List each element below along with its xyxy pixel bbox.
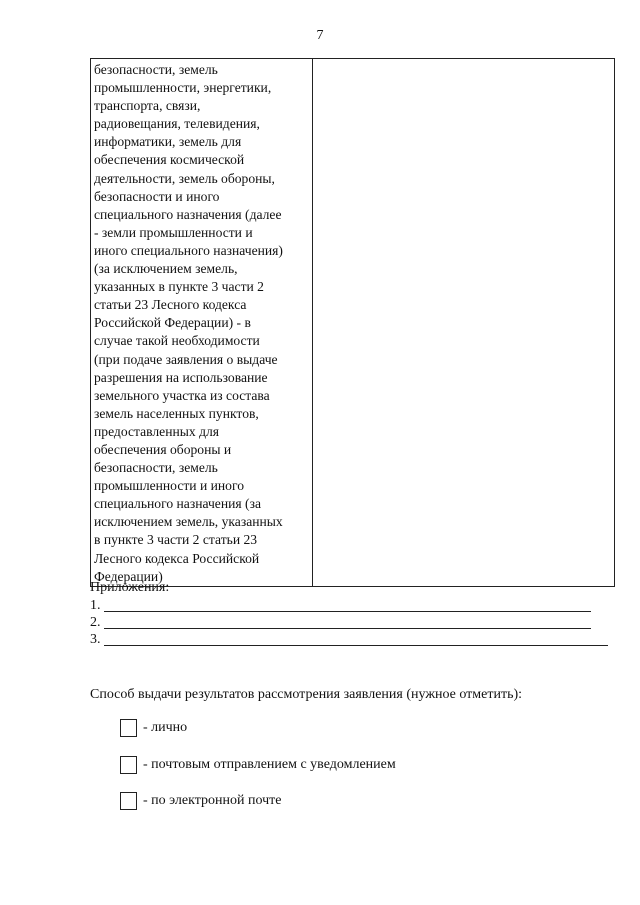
attachment-row-2[interactable]: [90, 615, 169, 632]
attachment-blank-line[interactable]: [104, 611, 591, 612]
delivery-option-in-person[interactable]: [120, 719, 187, 737]
cell-text-line: Лесного кодекса Российской: [94, 550, 260, 566]
attachment-number: 3.: [90, 632, 101, 647]
attachments-section: [90, 580, 169, 649]
cell-text-line: случае такой необходимости: [94, 333, 260, 349]
cell-text-line: промышленности, энергетики,: [94, 80, 272, 96]
cell-text-line: разрешения на использование: [94, 369, 268, 385]
table-row: [91, 59, 615, 587]
checkbox-mail[interactable]: [120, 756, 137, 774]
cell-text-line: указанных в пункте 3 части 2: [94, 279, 264, 295]
cell-text-line: (при подаче заявления о выдаче: [94, 351, 278, 367]
cell-text-line: статьи 23 Лесного кодекса: [94, 297, 247, 313]
cell-text-line: безопасности и иного: [94, 188, 220, 204]
cell-text-line: обеспечения космической: [94, 152, 245, 168]
attachment-blank-line[interactable]: [104, 628, 591, 629]
cell-text-line: Федерации): [94, 568, 163, 584]
application-table: [90, 58, 615, 587]
cell-text-line: безопасности, земель: [94, 62, 218, 77]
cell-text-line: транспорта, связи,: [94, 98, 201, 114]
checkbox-email[interactable]: [120, 792, 137, 810]
cell-text-line: промышленности и иного: [94, 478, 245, 494]
delivery-option-label: - лично: [143, 720, 188, 735]
cell-text-line: иного специального назначения): [94, 242, 283, 258]
cell-text-line: радиовещания, телевидения,: [94, 116, 260, 132]
attachment-blank-line[interactable]: [104, 645, 608, 646]
cell-text-line: специального назначения (за: [94, 496, 261, 512]
attachment-row-3[interactable]: [90, 632, 169, 649]
page-number: 7: [316, 28, 324, 43]
delivery-option-mail[interactable]: [120, 756, 396, 774]
cell-text-line: информатики, земель для: [94, 134, 242, 150]
cell-text-line: обеспечения обороны и: [94, 441, 232, 457]
cell-text-line: (за исключением земель,: [94, 261, 238, 277]
cell-text-line: исключением земель, указанных: [94, 514, 283, 530]
delivery-option-label: - по электронной почте: [143, 793, 282, 808]
cell-text-line: в пункте 3 части 2 статьи 23: [94, 532, 258, 548]
cell-text-line: - земли промышленности и: [94, 224, 253, 240]
attachment-number: 2.: [90, 615, 101, 630]
cell-text-line: земельного участка из состава: [94, 387, 270, 403]
cell-text-line: предоставленных для: [94, 423, 220, 439]
cell-text-line: деятельности, земель обороны,: [94, 170, 275, 186]
table-cell-entry[interactable]: [313, 59, 615, 587]
delivery-option-email[interactable]: [120, 792, 282, 810]
cell-text-line: земель населенных пунктов,: [94, 405, 259, 421]
cell-text-line: специального назначения (далее: [94, 206, 282, 222]
attachments-heading: Приложения:: [90, 580, 170, 595]
delivery-method-heading: Способ выдачи результатов рассмотрения заявления (нужное отметить):: [90, 687, 523, 702]
cell-text-line: Российской Федерации) - в: [94, 315, 251, 331]
checkbox-in-person[interactable]: [120, 719, 137, 737]
attachment-row-1[interactable]: [90, 598, 169, 615]
cell-text-line: безопасности, земель: [94, 460, 218, 476]
delivery-option-label: - почтовым отправлением с уведомлением: [143, 757, 396, 772]
table-cell-description: [91, 59, 313, 587]
attachment-number: 1.: [90, 598, 101, 613]
